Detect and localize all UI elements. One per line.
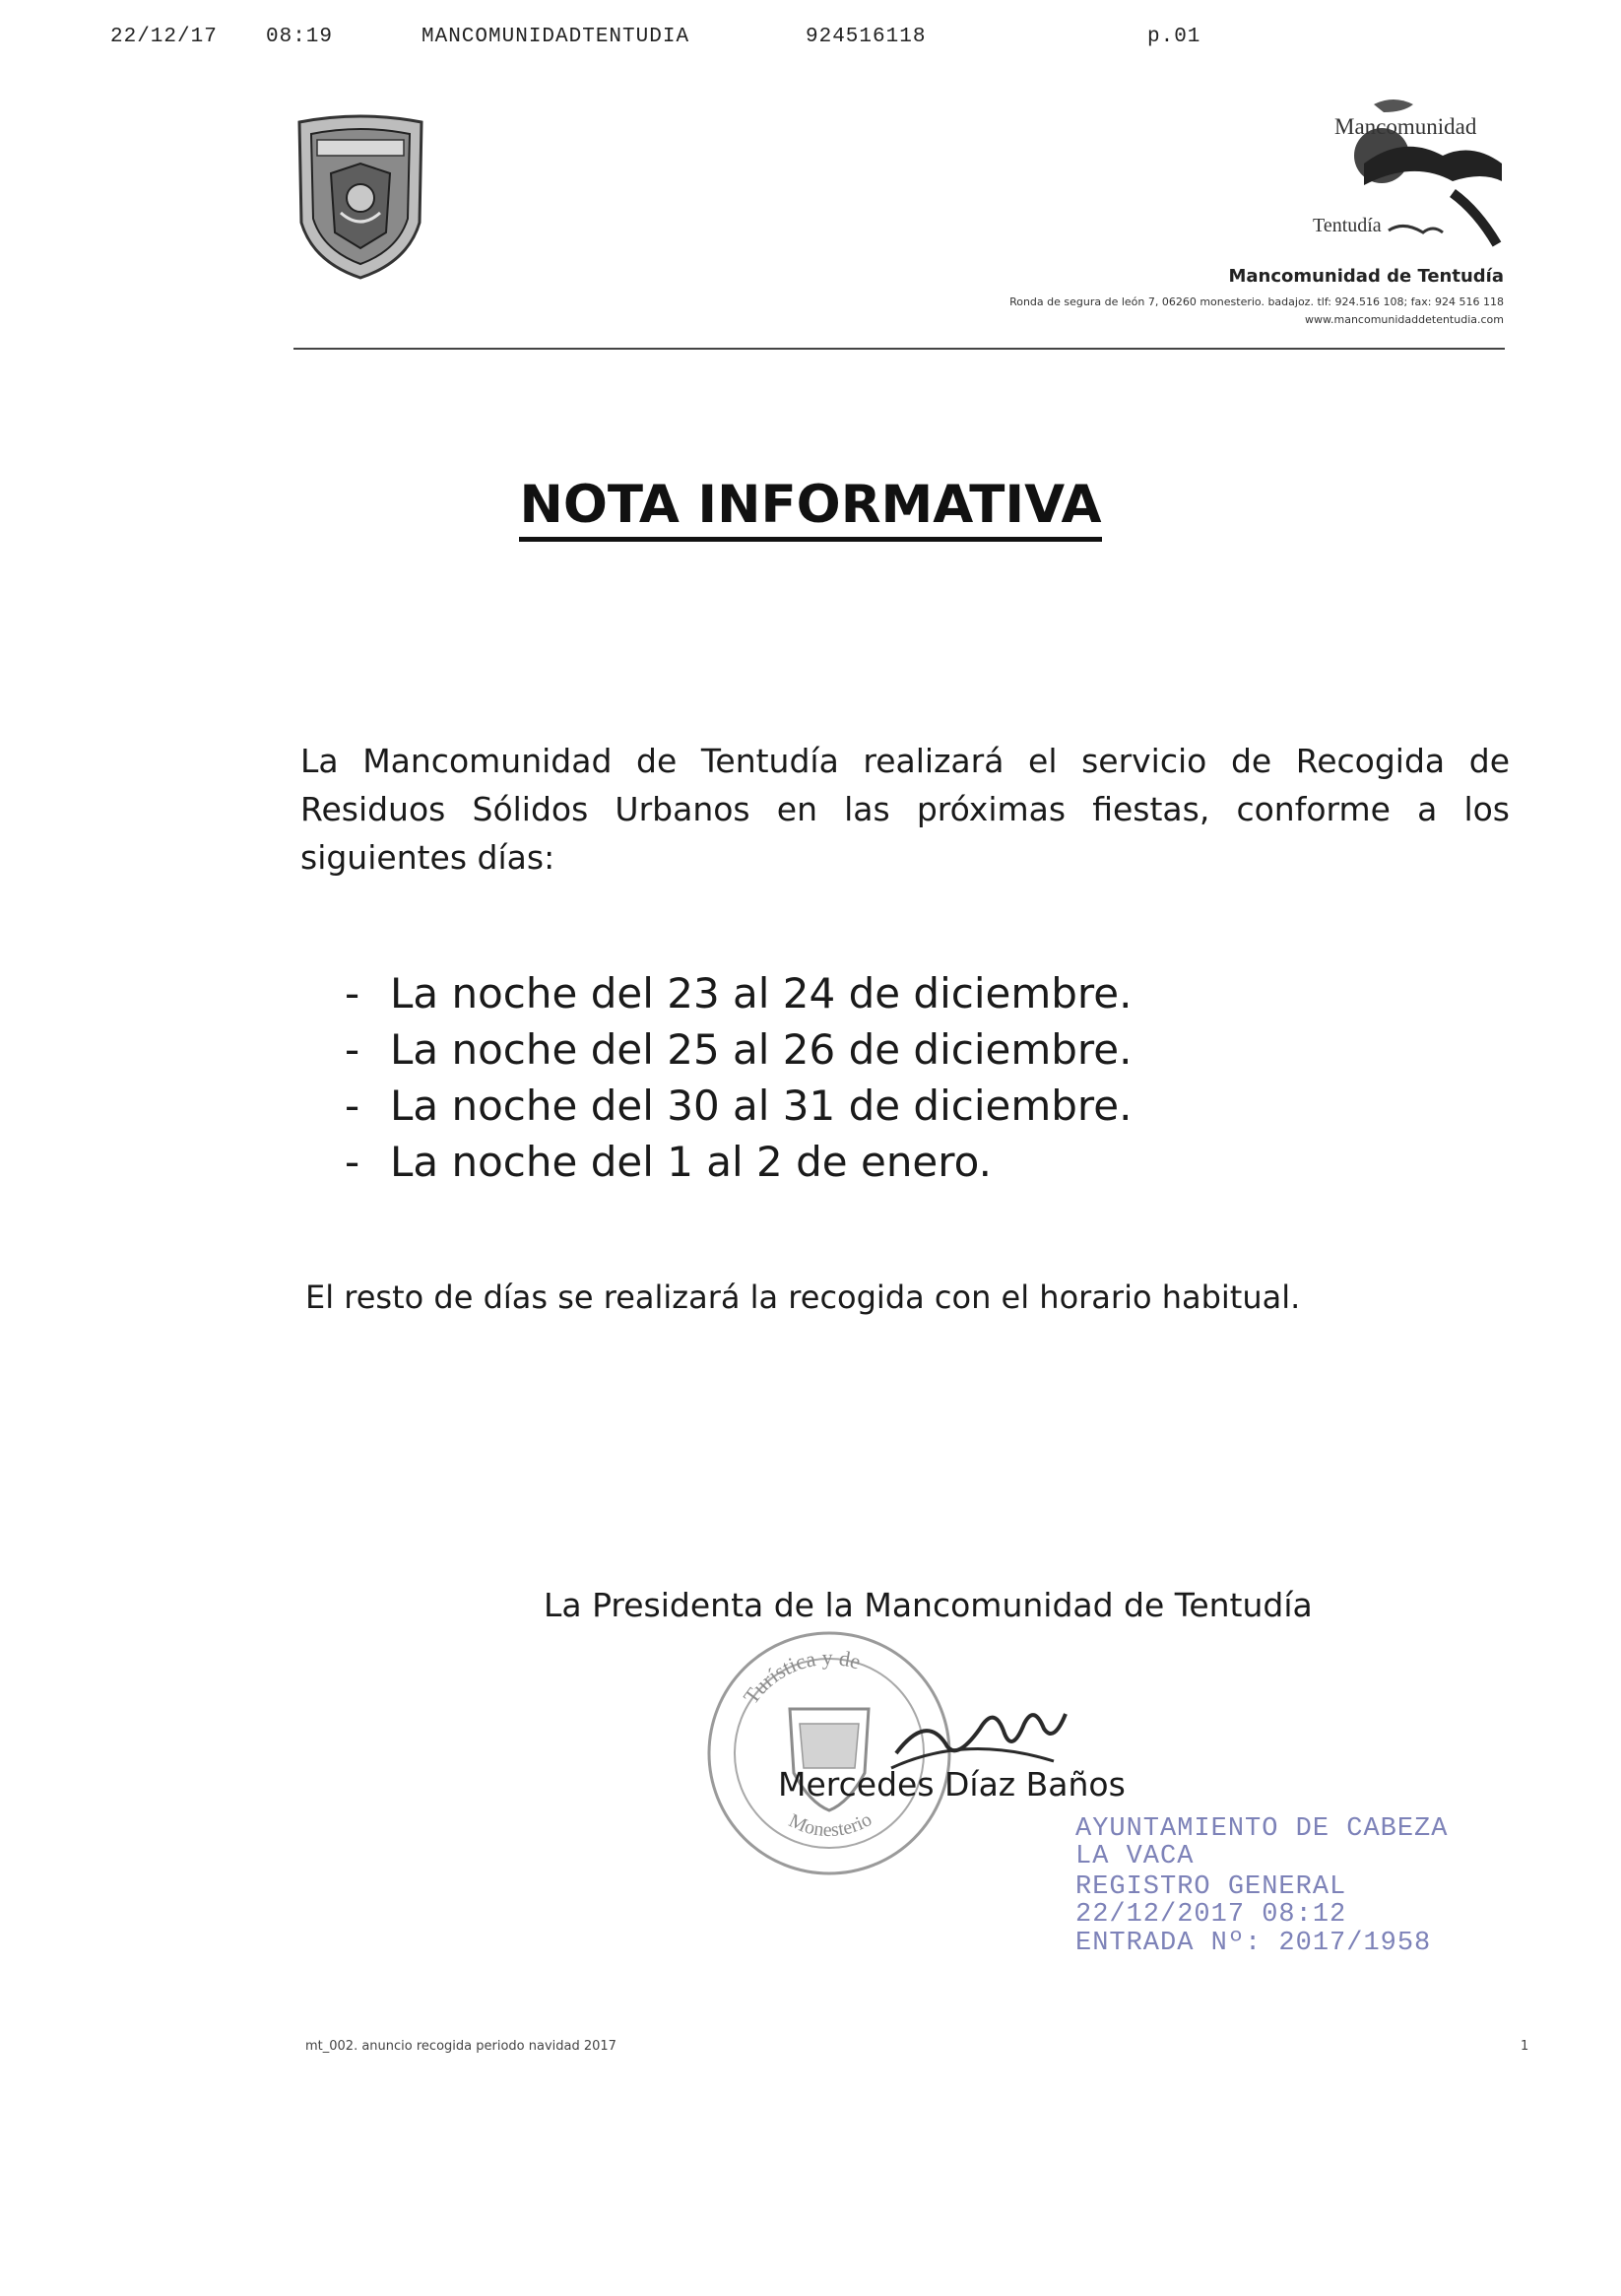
registry-stamp-line: ENTRADA Nº: 2017/1958 [1075, 1929, 1432, 1958]
registry-stamp-line: LA VACA [1075, 1842, 1195, 1871]
signer-name: Mercedes Díaz Baños [778, 1765, 1126, 1804]
coat-of-arms-icon [292, 114, 429, 282]
footer-file-note: mt_002. anuncio recogida periodo navidad 2017 [305, 2039, 616, 2054]
list-item-text: La noche del 25 al 26 de diciembre. [390, 1025, 1133, 1074]
document-title-text: NOTA INFORMATIVA [519, 475, 1101, 542]
registry-stamp-line: 22/12/2017 08:12 [1075, 1900, 1347, 1930]
svg-text:Monesterio [786, 1808, 875, 1841]
header-divider [293, 348, 1505, 350]
fax-time: 08:19 [266, 26, 334, 48]
seal-bottom-text: Monesterio [785, 1808, 876, 1842]
seal-top-text: Turística y de [738, 1644, 864, 1709]
logo-top-word: Mancomunidad [1334, 114, 1477, 139]
fax-date: 22/12/17 [110, 26, 218, 48]
fax-page: p.01 [1147, 26, 1201, 48]
mancomunidad-logo [1305, 95, 1517, 252]
list-item: - La noche del 25 al 26 de diciembre. [345, 1025, 1133, 1074]
list-item: - La noche del 1 al 2 de enero. [345, 1138, 992, 1186]
registry-stamp-line: REGISTRO GENERAL [1075, 1872, 1347, 1902]
svg-text:Turística y de [739, 1645, 864, 1709]
page-number: 1 [1521, 2039, 1529, 2054]
organization-address: Ronda de segura de león 7, 06260 monesterio. badajoz. tlf: 924.516 108; fax: 924 516 118 [1009, 295, 1504, 308]
registry-stamp-line: AYUNTAMIENTO DE CABEZA [1075, 1814, 1449, 1844]
document-title [0, 475, 1621, 535]
list-item-text: La noche del 1 al 2 de enero. [390, 1138, 992, 1186]
list-item: - La noche del 30 al 31 de diciembre. [345, 1082, 1133, 1130]
list-item-text: La noche del 30 al 31 de diciembre. [390, 1082, 1133, 1130]
logo-bottom-word: Tentudía [1313, 215, 1382, 236]
organization-name: Mancomunidad de Tentudía [1228, 266, 1504, 287]
intro-paragraph: La Mancomunidad de Tentudía realizará el servicio de Recogida de Residuos Sólidos Urbanos en las próximas fiestas, conforme a los siguientes días: [300, 742, 1510, 877]
collection-dates-list [345, 965, 1132, 1190]
closing-paragraph: El resto de días se realizará la recogida con el horario habitual. [305, 1279, 1301, 1316]
fax-number: 924516118 [806, 26, 927, 48]
fax-sender: MANCOMUNIDADTENTUDIA [421, 26, 690, 48]
list-item-text: La noche del 23 al 24 de diciembre. [390, 969, 1133, 1017]
signature-title: La Presidenta de la Mancomunidad de Tentudía [544, 1586, 1313, 1624]
list-item: - La noche del 23 al 24 de diciembre. [345, 969, 1133, 1017]
organization-website: www.mancomunidaddetentudia.com [1305, 313, 1504, 326]
